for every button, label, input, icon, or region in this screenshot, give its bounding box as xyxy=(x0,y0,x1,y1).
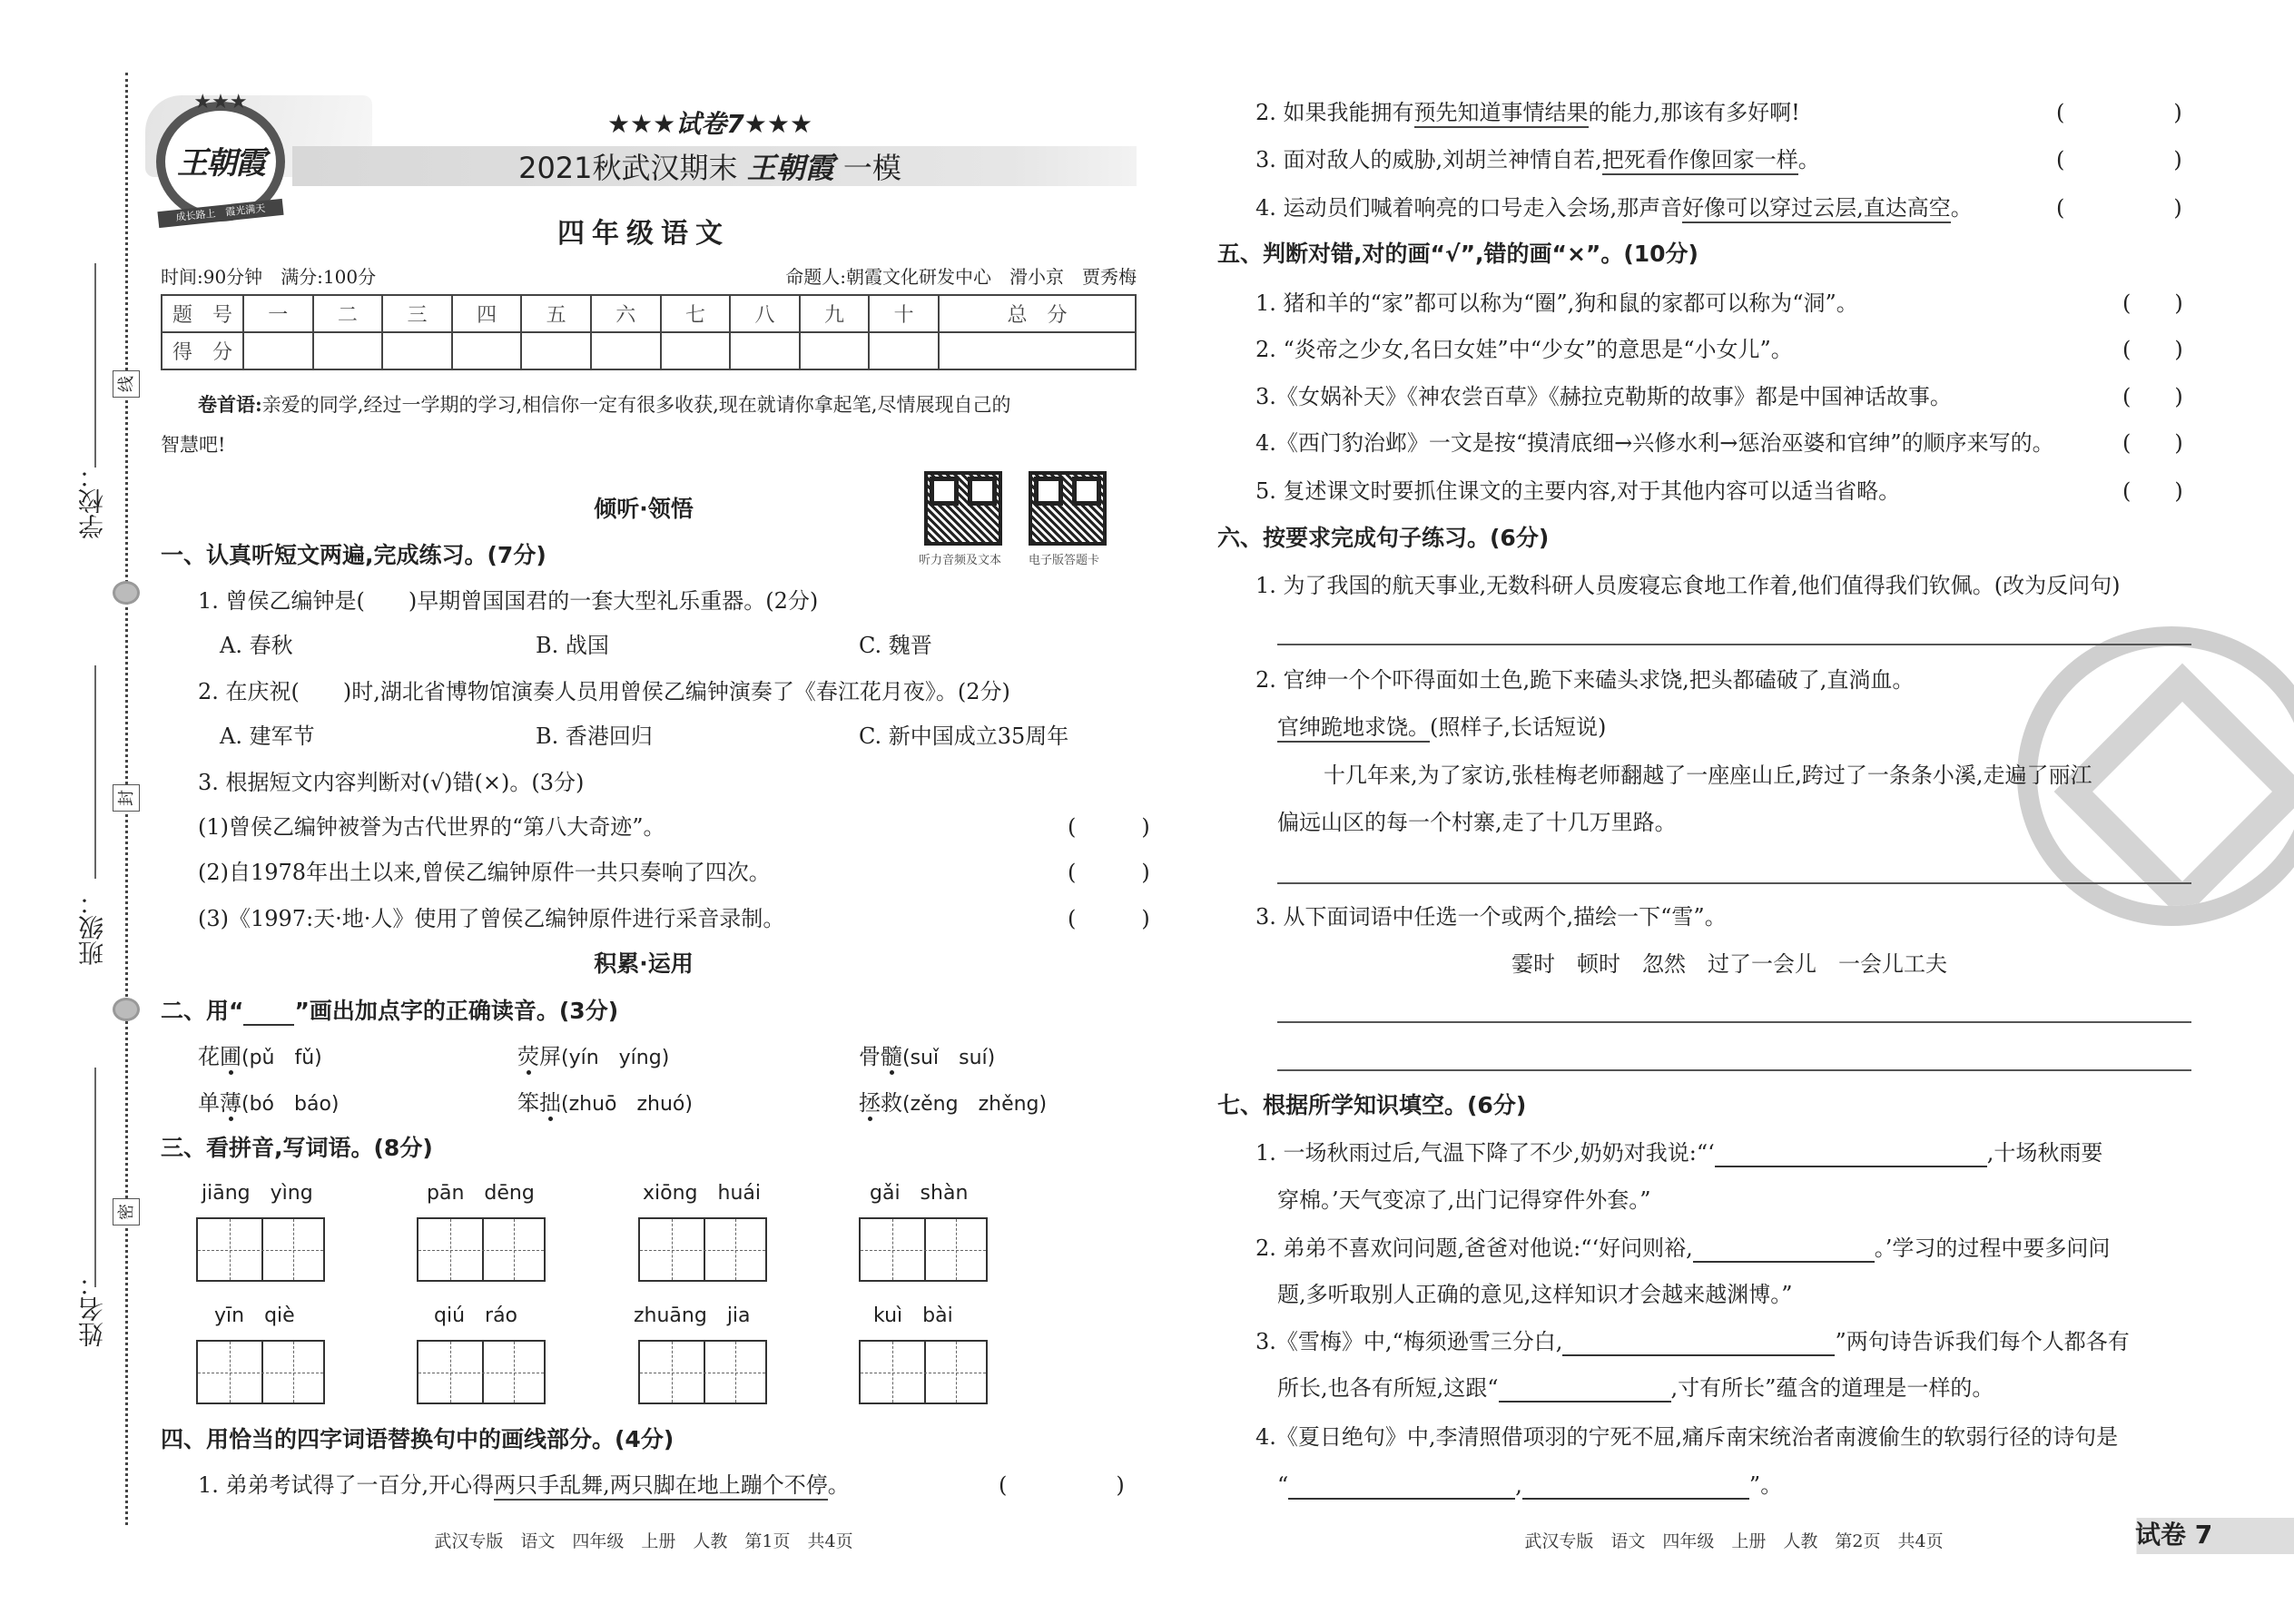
writing-grid[interactable] xyxy=(638,1217,767,1282)
pronunciation-item xyxy=(859,1042,995,1071)
pinyin-label: pān dēng xyxy=(427,1182,535,1205)
time-limit: 时间:90分钟 xyxy=(161,266,263,288)
brand-name: 王朝霞 xyxy=(746,151,834,185)
section-1-title: 一、认真听短文两遍,完成练习。(7分) xyxy=(161,542,546,568)
pronunciation-item xyxy=(198,1042,322,1071)
qr-code-answer-card[interactable] xyxy=(1029,471,1107,546)
replace-item xyxy=(1255,193,1973,222)
question-6-3: 3. 从下面词语中任选一个或两个,描绘一下“雪”。 xyxy=(1255,904,1727,930)
score-row xyxy=(162,332,1136,369)
underlined-text: 把死看作像回家一样 xyxy=(1602,147,1798,175)
section-2-title xyxy=(161,997,618,1026)
question-1-3: 3. 根据短文内容判断对(√)错(×)。(3分) xyxy=(198,770,585,795)
dotted-char: 薄 xyxy=(220,1090,241,1116)
answer-paren[interactable]: ( ) xyxy=(2056,100,2182,125)
score-cell[interactable] xyxy=(730,332,800,369)
instruction: (照样子,长话短说) xyxy=(1430,714,1607,740)
answer-paren[interactable]: ( ) xyxy=(2056,195,2182,221)
pronunciation-item xyxy=(198,1088,340,1117)
answer-paren[interactable]: ( ) xyxy=(2122,337,2183,362)
text: ”两句诗告诉我们每个人都各有 xyxy=(1835,1329,2130,1354)
section-5-title: 五、判断对错,对的画“√”,错的画“×”。(10分) xyxy=(1217,241,1698,267)
title-text: 2021秋武汉期末 xyxy=(518,151,738,185)
answer-paren[interactable]: ( ) xyxy=(2122,290,2183,316)
header-cell: 题 号 xyxy=(162,295,243,332)
replace-item xyxy=(1255,145,1820,174)
header-cell: 八 xyxy=(730,295,800,332)
exam-tag: 试卷 7 xyxy=(2135,1520,2213,1550)
char: 花 xyxy=(198,1044,220,1069)
full-score: 满分:100分 xyxy=(281,266,377,288)
comma: , xyxy=(1515,1472,1522,1498)
preface-line2: 智慧吧! xyxy=(161,434,226,456)
text: 2. 弟弟不喜欢问问题,爸爸对他说:“‘好问则裕, xyxy=(1255,1235,1693,1261)
replace-item xyxy=(1255,98,1800,127)
qr-caption-audio: 听力音频及文本 xyxy=(919,554,1002,567)
binding-hole-icon xyxy=(113,581,140,605)
score-cell[interactable] xyxy=(661,332,731,369)
dotted-char: 拙 xyxy=(539,1090,561,1116)
header-cell: 七 xyxy=(661,295,731,332)
header-cell: 一 xyxy=(243,295,313,332)
underlined-text: 两只手乱舞,两只脚在地上蹦个不停 xyxy=(494,1472,828,1501)
dotted-char: 髓 xyxy=(881,1044,902,1069)
option-a[interactable]: A. 建军节 xyxy=(220,723,315,749)
answer-line[interactable] xyxy=(1277,882,2191,884)
judge-item: 5. 复述课文时要抓住课文的主要内容,对于其他内容可以适当省略。 xyxy=(1255,478,1901,504)
header-cell: 九 xyxy=(800,295,870,332)
fill-blank[interactable] xyxy=(1715,1146,1987,1167)
subject-title: 四年级语文 xyxy=(557,218,730,250)
judge-item: 3.《女娲补天》《神农尝百草》《赫拉克勒斯的故事》都是中国神话故事。 xyxy=(1255,384,1952,409)
time-info xyxy=(161,262,376,291)
text: 所长,也各有所短,这跟“ xyxy=(1277,1375,1499,1401)
score-cell[interactable] xyxy=(869,332,939,369)
header-cell: 十 xyxy=(869,295,939,332)
answer-line[interactable] xyxy=(1277,1069,2191,1071)
text: 1. 弟弟考试得了一百分,开心得 xyxy=(198,1472,495,1498)
fill-item-2 xyxy=(1255,1234,2110,1263)
passage-line: 偏远山区的每一个村寨,走了十几万里路。 xyxy=(1277,810,1677,835)
class-field[interactable] xyxy=(94,665,96,879)
text: 2. 如果我能拥有 xyxy=(1255,100,1414,125)
bind-mark-feng: 封 xyxy=(113,784,140,812)
title-suffix: 一模 xyxy=(842,151,901,185)
class-label: 班级： xyxy=(77,890,107,966)
pinyin-label: yīn qiè xyxy=(214,1304,295,1327)
char: 单 xyxy=(198,1090,220,1116)
fill-blank[interactable] xyxy=(1693,1241,1875,1263)
preface-label: 卷首语: xyxy=(198,393,262,416)
pronunciation-item xyxy=(517,1042,669,1071)
header-cell: 总 分 xyxy=(939,295,1136,332)
answer-paren[interactable]: ( ) xyxy=(2056,147,2182,172)
dotted-char: 荧 xyxy=(517,1044,539,1069)
bind-mark-xian: 线 xyxy=(113,370,140,398)
header-cell: 二 xyxy=(313,295,383,332)
fill-blank[interactable] xyxy=(1562,1334,1835,1356)
section-6-title: 六、按要求完成句子练习。(6分) xyxy=(1217,525,1550,551)
pinyin-choices[interactable]: (bó báo) xyxy=(241,1093,340,1116)
writing-grid[interactable] xyxy=(417,1340,546,1404)
dotted-char: 圃 xyxy=(220,1044,241,1069)
score-table-header xyxy=(162,295,1136,332)
text: 。 xyxy=(1950,195,1973,221)
school-label: 学校： xyxy=(77,463,107,539)
question-6-2: 2. 官绅一个个吓得面如土色,跪下来磕头求饶,把头都磕破了,直淌血。 xyxy=(1255,667,1915,693)
option-a[interactable]: A. 春秋 xyxy=(220,633,293,658)
replace-item xyxy=(198,1471,850,1500)
answer-line[interactable] xyxy=(1277,1021,2191,1023)
pinyin-label: gǎi shàn xyxy=(870,1182,969,1205)
school-field[interactable] xyxy=(94,263,96,468)
option-c[interactable]: C. 魏晋 xyxy=(859,633,932,658)
word-choices: 霎时 顿时 忽然 过了一会儿 一会儿工夫 xyxy=(1511,951,1947,977)
pinyin-choices[interactable]: (pǔ fǔ) xyxy=(241,1047,322,1069)
writing-grid[interactable] xyxy=(638,1340,767,1404)
score-cell[interactable] xyxy=(591,332,661,369)
option-c[interactable]: C. 新中国成立35周年 xyxy=(859,723,1069,749)
fill-item-4: 4.《夏日绝句》中,李清照借项羽的宁死不屈,痛斥南宋统治者南渡偷生的软弱行径的诗句是 xyxy=(1255,1424,2119,1450)
option-b[interactable]: B. 香港回归 xyxy=(536,723,653,749)
char: 笨 xyxy=(517,1090,539,1116)
fill-item-3-cont xyxy=(1277,1373,1994,1403)
writing-grid[interactable] xyxy=(859,1340,988,1404)
answer-paren[interactable]: ( ) xyxy=(2122,430,2183,456)
dotted-char: 拯 xyxy=(859,1090,881,1116)
header-cell: 六 xyxy=(591,295,661,332)
section-4-title: 四、用恰当的四字词语替换句中的画线部分。(4分) xyxy=(161,1426,674,1452)
pinyin-label: xiōng huái xyxy=(643,1182,761,1205)
text: 。’学习的过程中要多问问 xyxy=(1874,1235,2111,1261)
text: 4. 运动员们喊着响亮的口号走入会场,那声音 xyxy=(1255,195,1683,221)
fill-item-1 xyxy=(1255,1138,2102,1167)
answer-paren[interactable]: ( ) xyxy=(1068,814,1150,840)
pronunciation-item xyxy=(859,1088,1047,1117)
char: 屏 xyxy=(539,1044,561,1069)
section-7-title: 七、根据所学知识填空。(6分) xyxy=(1217,1092,1527,1118)
fill-blank[interactable] xyxy=(1499,1381,1671,1403)
header-cell: 三 xyxy=(382,295,452,332)
answer-paren[interactable]: ( ) xyxy=(2122,384,2183,409)
exam-title xyxy=(518,150,901,186)
passage-line: 十几年来,为了家访,张桂梅老师翻越了一座座山丘,跨过了一条条小溪,走遍了丽江 xyxy=(1324,763,2092,788)
option-b[interactable]: B. 战国 xyxy=(536,633,609,658)
pinyin-label: kuì bài xyxy=(873,1304,953,1327)
answer-paren[interactable]: ( ) xyxy=(1068,860,1150,885)
score-cell[interactable] xyxy=(800,332,870,369)
row-label: 得 分 xyxy=(162,332,243,369)
question-1-1: 1. 曾侯乙编钟是( )早期曾国国君的一套大型礼乐重器。(2分) xyxy=(198,588,819,614)
bind-mark-mi: 密 xyxy=(113,1198,140,1225)
text: 。 xyxy=(1797,147,1820,172)
score-cell[interactable] xyxy=(313,332,383,369)
header-cell: 四 xyxy=(452,295,522,332)
text: 3.《雪梅》中,“梅须逊雪三分白, xyxy=(1255,1329,1563,1354)
char: 救 xyxy=(881,1090,902,1116)
text: 1. 一场秋雨过后,气温下降了不少,奶奶对我说:“‘ xyxy=(1255,1140,1715,1166)
quote: ”。 xyxy=(1748,1472,1783,1498)
page-footer-right: 武汉专版 语文 四年级 上册 人教 第2页 共4页 xyxy=(1524,1531,1944,1551)
fill-item-4-cont xyxy=(1277,1471,1782,1500)
answer-line[interactable] xyxy=(1277,644,2191,645)
score-cell[interactable] xyxy=(452,332,522,369)
header-cell: 五 xyxy=(521,295,591,332)
fill-item-1-cont: 穿棉。’天气变凉了,出门记得穿件外套。” xyxy=(1277,1187,1651,1213)
score-table xyxy=(161,294,1137,370)
page-footer-left: 武汉专版 语文 四年级 上册 人教 第1页 共4页 xyxy=(434,1531,853,1551)
fill-item-3 xyxy=(1255,1327,2130,1356)
title-part: ”画出加点字的正确读音。(3分) xyxy=(294,998,619,1024)
answer-paren[interactable]: ( ) xyxy=(2122,478,2183,504)
preface xyxy=(198,390,1010,419)
pinyin-choices[interactable]: (suǐ suí) xyxy=(902,1047,996,1069)
writing-grid[interactable] xyxy=(859,1217,988,1282)
answer-paren[interactable]: ( ) xyxy=(1068,906,1150,931)
qr-code-audio[interactable] xyxy=(924,471,1002,546)
judge-item: 4.《西门豹治邺》一文是按“摸清底细→兴修水利→惩治巫婆和官绅”的顺序来写的。 xyxy=(1255,430,2054,456)
score-cell[interactable] xyxy=(521,332,591,369)
judge-item: (3)《1997:天·地·人》使用了曾侯乙编钟原件进行采音录制。 xyxy=(198,906,785,931)
pronunciation-item xyxy=(517,1088,693,1117)
judge-item: 1. 猪和羊的“家”都可以称为“圈”,狗和鼠的家都可以称为“洞”。 xyxy=(1255,290,1858,316)
underline-sample xyxy=(243,1006,294,1026)
text: ,十场秋雨要 xyxy=(1986,1140,2103,1166)
preface-text: 亲爱的同学,经过一学期的学习,相信你一定有很多收获,现在就请你拿起笔,尽情展现自己的 xyxy=(261,394,1011,416)
score-cell[interactable] xyxy=(382,332,452,369)
score-cell[interactable] xyxy=(243,332,313,369)
underlined-text: 官绅跪地求饶。 xyxy=(1277,714,1430,743)
text: 。 xyxy=(827,1472,850,1498)
pinyin-choices[interactable]: (yín yíng) xyxy=(561,1047,670,1069)
writing-grid[interactable] xyxy=(196,1340,325,1404)
judge-item: (1)曾侯乙编钟被誉为古代世界的“第八大奇迹”。 xyxy=(198,814,665,840)
writing-grid[interactable] xyxy=(196,1217,325,1282)
judge-item: 2. “炎帝之少女,名曰女娃”中“少女”的意思是“小女儿”。 xyxy=(1255,337,1793,362)
pinyin-label: jiāng yìng xyxy=(202,1182,313,1205)
pinyin-label: zhuāng jia xyxy=(634,1304,751,1327)
question-1-2: 2. 在庆祝( )时,湖北省博物馆演奏人员用曾侯乙编钟演奏了《春江花月夜》。(2分) xyxy=(198,679,1010,704)
qr-caption-answer: 电子版答题卡 xyxy=(1029,554,1100,567)
score-cell[interactable] xyxy=(939,332,1136,369)
fill-blank[interactable] xyxy=(1288,1478,1515,1500)
judge-item: (2)自1978年出土以来,曾侯乙编钟原件一共只奏响了四次。 xyxy=(198,860,771,885)
brand-logo: ★★★ 王朝霞 成长路上 霞光满天 xyxy=(156,102,285,221)
part-title-accumulation: 积累·运用 xyxy=(594,950,694,977)
authors: 命题人:朝霞文化研发中心 滑小京 贾秀梅 xyxy=(785,266,1137,288)
question-6-1: 1. 为了我国的航天事业,无数科研人员废寝忘食地工作着,他们值得我们钦佩。(改为反问句) xyxy=(1255,573,2121,598)
writing-grid[interactable] xyxy=(417,1217,546,1282)
underlined-text: 预先知道事情结果 xyxy=(1414,100,1589,128)
underlined-text: 好像可以穿过云层,直达高空 xyxy=(1682,195,1951,223)
binding-hole-icon xyxy=(113,998,140,1021)
section-3-title: 三、看拼音,写词语。(8分) xyxy=(161,1135,433,1161)
name-label: 姓名： xyxy=(77,1271,107,1347)
fill-blank[interactable] xyxy=(1522,1478,1749,1500)
pinyin-choices[interactable]: (zhuō zhuó) xyxy=(561,1093,693,1116)
part-title-listening: 倾听·领悟 xyxy=(594,496,694,522)
answer-paren[interactable]: ( ) xyxy=(999,1472,1125,1498)
quote: “ xyxy=(1277,1472,1289,1498)
exam-series: ★★★试卷7★★★ xyxy=(606,109,813,139)
title-part: 二、用“ xyxy=(161,998,244,1024)
pinyin-choices[interactable]: (zěng zhěng) xyxy=(902,1093,1048,1116)
text: ,寸有所长”蕴含的道理是一样的。 xyxy=(1670,1375,1994,1401)
fill-item-2-cont: 题,多听取别人正确的意见,这样知识才会越来越渊博。” xyxy=(1277,1282,1793,1307)
example-sentence xyxy=(1277,713,1606,742)
name-field[interactable] xyxy=(94,1068,96,1287)
text: 的能力,那该有多好啊! xyxy=(1588,100,1800,125)
text: 3. 面对敌人的威胁,刘胡兰神情自若, xyxy=(1255,147,1602,172)
pinyin-label: qiú ráo xyxy=(434,1304,518,1327)
char: 骨 xyxy=(859,1044,881,1069)
